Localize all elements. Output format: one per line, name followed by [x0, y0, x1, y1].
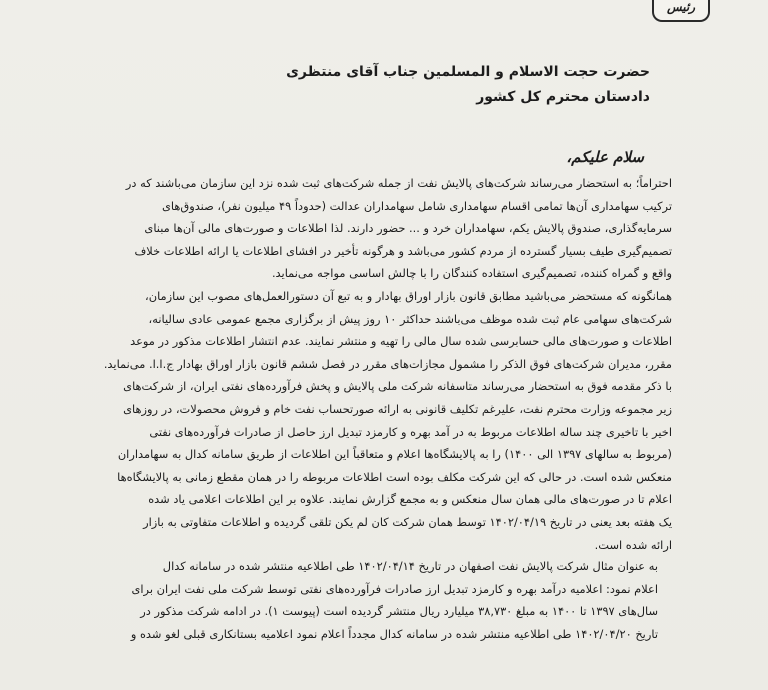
text-line: اعلام نمود: اعلامیه درآمد بهره و کارمزد تبدیل ارز صادرات فرآورده‌های نفتی توسط شرکت ملی نفت ایران برای: [131, 581, 658, 596]
addressee-line-1: حضرت حجت الاسلام و المسلمین جناب آقای منتظری: [286, 64, 650, 80]
text-line: تاریخ ۱۴۰۲/۰۴/۲۰ طی اطلاعیه منتشر شده در سامانه کدال مجدداً اعلام نمود اعلامیه بستانکاری قبلی لغو شده و: [130, 626, 658, 641]
text-line: مقرر، مدیران شرکت‌های فوق الذکر را مشمول مجازات‌های مقرر در فصل ششم قانون بازار اوراق بهادار ج.ا.ا. می‌نماید.: [103, 356, 672, 371]
addressee-line-2: دادستان محترم کل کشور: [476, 89, 650, 105]
text-line: به عنوان مثال شرکت پالایش نفت اصفهان در تاریخ ۱۴۰۲/۰۴/۱۴ طی اطلاعیه منتشر شده در سامانه کدال: [162, 559, 658, 573]
text-line: سال‌های ۱۳۹۷ تا ۱۴۰۰ به مبلغ ۳۸,۷۳۰ میلیارد ریال منتشر گردیده است (پیوست ۱). در ادامه شرکت مذکور در: [140, 604, 658, 619]
text-line: یک هفته بعد یعنی در تاریخ ۱۴۰۲/۰۴/۱۹ توسط همان شرکت کان لم یکن تلقی گردیده و اطلاعات متفاوتی به بازار: [143, 514, 672, 529]
text-line: تصمیم‌گیری طیف بسیار گسترده از مردم کشور می‌باشد و هرگونه تأخیر در افشای اطلاعات یا ارائه اطلاعات خلاف: [134, 243, 672, 258]
text-line: منعکس شده است. در حالی که این شرکت مکلف بوده است اطلاعات مربوطه را در همان مقطع زمانی به پالایشگاه‌ها: [117, 469, 672, 484]
paragraph-1: [100, 172, 672, 556]
text-line: زیر مجموعه وزارت محترم نفت، علیرغم تکلیف قانونی به ارائه صورتحساب نفت خام و فروش محصولات، در روزهای: [123, 401, 672, 416]
text-line: واقع و گمراه کننده، تصمیم‌گیری استفاده کنندگان را با چالش اساسی مواجه می‌نماید.: [271, 266, 672, 281]
text-line: ارائه شده است.: [594, 537, 672, 552]
text-line: همانگونه که مستحضر می‌باشید مطابق قانون بازار اوراق بهادار و به تبع آن دستورالعمل‌های مصوب این سازمان،: [145, 288, 672, 303]
text-line: اطلاعات و صورت‌های مالی حسابرسی شده سال مالی را تهیه و منتشر نمایند. عدم انتشار اطلاعات مذکور در موعد: [130, 334, 672, 349]
text-line: اخیر با تاخیری چند ساله اطلاعات مربوط به در آمد بهره و کارمزد تبدیل ارز حاصل از صادرات فرآورده‌های نفتی: [149, 424, 672, 439]
text-line: (مربوط به سالهای ۱۳۹۷ الی ۱۴۰۰) را به پالایشگاه‌ها اعلام و متعاقباً این اطلاعات از طریق سامانه کدال به سهامداران: [117, 447, 672, 462]
header-tag: رئیس: [652, 0, 710, 22]
text-line: احتراماً؛ به استحضار می‌رساند شرکت‌های پالایش نفت از جمله شرکت‌های ثبت شده نزد این سازمان می‌باشند که در: [125, 176, 672, 190]
text-line: با ذکر مقدمه فوق به استحضار می‌رساند متاسفانه شرکت ملی پالایش و پخش فرآورده‌های نفتی ایران، از شرکت‌های: [123, 379, 672, 394]
paragraph-2: [100, 555, 672, 645]
text-line: اعلام تا در صورت‌های مالی همان سال منعکس و به مجمع گزارش نمایند. علاوه بر این اطلاعات اعلامی یاد شده: [148, 492, 672, 507]
text-line: شرکت‌های سهامی عام ثبت شده موظف می‌باشند حداکثر ۱۰ روز پیش از برگزاری مجمع عمومی عادی سالیانه،: [148, 311, 672, 326]
text-line: ترکیب سهامداری آن‌ها تمامی اقسام سهامداری شامل سهامداران عدالت (حدوداً ۴۹ میلیون نفر)، صندوق‌های: [161, 198, 672, 213]
greeting: سلام علیکم،: [566, 148, 644, 166]
text-line: سرمایه‌گذاری، صندوق پالایش یکم، سهامداران خرد و ... حضور دارند. لذا اطلاعات و صورت‌های مالی آن‌ها مبنای: [144, 221, 672, 236]
